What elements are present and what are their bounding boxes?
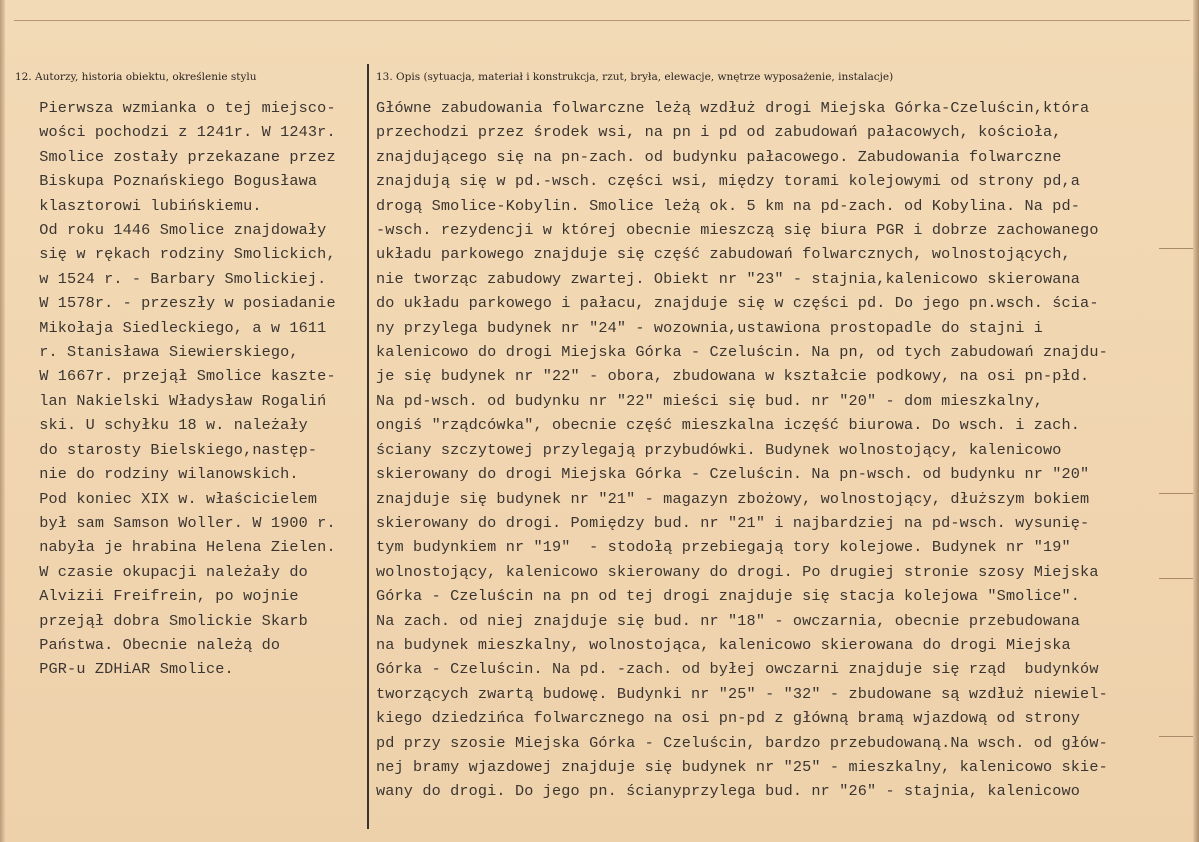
text-line: znajdują się w pd.-wsch. części wsi, między torami kolejowymi od strony pd,a	[376, 172, 1081, 191]
text-line: klasztorowi lubińskiemu.	[30, 196, 262, 215]
text-line: wolnostojący, kalenicowo skierowany do drogi. Po drugiej stronie szosy Miejska	[376, 562, 1099, 581]
text-line: w 1524 r. - Barbary Smolickiej.	[30, 269, 327, 288]
text-line: PGR-u ZDHiAR Smolice.	[30, 660, 234, 679]
right-margin-rule	[1159, 493, 1193, 494]
column-divider	[367, 64, 369, 829]
text-line: Górka - Czeluścin na pn od tej drogi znajduje się stacja kolejowa "Smolice".	[376, 587, 1081, 606]
text-line: W 1578r. - przeszły w posiadanie	[30, 294, 336, 313]
text-line: drogą Smolice-Kobylin. Smolice leżą ok. 5 km na pd-zach. od Kobylina. Na pd-	[376, 196, 1081, 215]
section-13-header: 13. Opis (sytuacja, materiał i konstrukcja, rzut, bryła, elewacje, wnętrze wyposażenie, instalacje)	[376, 71, 894, 83]
right-margin-rule	[1159, 578, 1193, 579]
text-line: znajdującego się na pn-zach. od budynku pałacowego. Zabudowania folwarczne	[376, 147, 1062, 166]
text-line: Od roku 1446 Smolice znajdowały	[30, 221, 327, 240]
text-line: Pierwsza wzmianka o tej miejsco-	[30, 99, 336, 117]
text-line: Biskupa Poznańskiego Bogusławа	[30, 172, 318, 191]
text-line: ściany szczytowej przylegają przybudówki. Budynek wolnostojący, kalenicowo	[376, 440, 1062, 459]
text-line: kiego dziedzińca folwarcznego na osi pn-pd z główną bramą wjazdową od strony	[376, 709, 1081, 728]
text-line: Alvizii Freifrein, po wojnie	[30, 587, 299, 606]
page-right-edge	[1193, 0, 1199, 842]
text-line: przechodzi przez środek wsi, na pn i pd od zabudowań pałacowych, kościoła,	[376, 123, 1062, 142]
text-line: W czasie okupacji należały do	[30, 562, 308, 581]
text-line: do układu parkowego i pałacu, znajduje się w części pd. Do jego pn.wsch. ścia-	[376, 294, 1099, 313]
section-12-header: 12. Autorzy, historia obiektu, określenie stylu	[15, 71, 257, 83]
text-line: Smolice zostały przekazane przez	[30, 147, 336, 166]
text-line: nej bramy wjazdowej znajduje się budynek nr "25" - mieszkalny, kalenicowo skie-	[376, 757, 1108, 776]
text-line: wości pochodzi z 1241r. W 1243r.	[30, 123, 336, 142]
text-line: przejął dobra Smolickie Skarb	[30, 611, 308, 630]
text-line: znajduje się budynek nr "21" - magazyn zbożowy, wolnostojący, dłuższym bokiem	[376, 489, 1090, 508]
text-line: nabyła je hrabina Helena Zielen.	[30, 538, 336, 557]
text-line: nie do rodziny wilanowskich.	[30, 465, 299, 484]
right-margin-rule	[1159, 736, 1193, 737]
text-line: kalenicowo do drogi Miejska Górka - Czeluścin. Na pn, od tych zabudowań znajdu-	[376, 343, 1108, 362]
page-left-edge	[0, 0, 5, 842]
text-line: r. Stanisława Siewierskiego,	[30, 343, 299, 362]
top-rule	[14, 20, 1190, 21]
text-line: wany do drogi. Do jego pn. ścianyprzylega bud. nr "26" - stajnia, kalenicowo	[376, 782, 1081, 801]
text-line: nie tworząc zabudowy zwartej. Obiekt nr "23" - stajnia,kalenicowo skierowana	[376, 269, 1081, 288]
text-line: W 1667r. przejął Smolice kaszte-	[30, 367, 336, 386]
text-line: Na zach. od niej znajduje się bud. nr "18" - owczarnia, obecnie przebudowana	[376, 611, 1081, 630]
text-line: Mikołaja Siedleckiego, a w 1611	[30, 318, 327, 337]
text-line: ski. U schyłku 18 w. należały	[30, 416, 308, 435]
text-line: tym budynkiem nr "19" - stodołą przebiegają tory kolejowe. Budynek nr "19"	[376, 538, 1071, 557]
text-line: na budynek mieszkalny, wolnostojąca, kalenicowo skierowana do drogi Miejska	[376, 635, 1071, 654]
text-line: Państwa. Obecnie należą do	[30, 635, 281, 654]
text-line: pd przy szosie Miejska Górka - Czeluścin, bardzo przebudowaną.Na wsch. od głów-	[376, 733, 1108, 752]
text-line: skierowany do drogi. Pomiędzy bud. nr "21" i najbardziej na pd-wsch. wysunię-	[376, 513, 1090, 532]
description-text	[376, 96, 1108, 804]
history-text	[30, 96, 336, 682]
text-line: był sam Samson Woller. W 1900 r.	[30, 513, 336, 532]
text-line: tworzących zwartą budowę. Budynki nr "25" - "32" - zbudowane są wzdłuż niewiel-	[376, 684, 1108, 703]
text-line: Na pd-wsch. od budynku nr "22" mieści się bud. nr "20" - dom mieszkalny,	[376, 391, 1044, 410]
text-line: ny przylega budynek nr "24" - wozownia,ustawiona prostopadle do stajni i	[376, 318, 1044, 337]
text-line: Pod koniec XIX w. właścicielem	[30, 489, 318, 508]
text-line: -wsch. rezydencji w której obecnie mieszczą się biura PGR i dobrze zachowanego	[376, 221, 1099, 240]
text-line: się w rękach rodziny Smolickich,	[30, 245, 336, 264]
text-line: je się budynek nr "22" - obora, zbudowana w kształcie podkowy, na osi pn-płd.	[376, 367, 1090, 386]
text-line: skierowany do drogi Miejska Górka - Czeluścin. Na pn-wsch. od budynku nr "20"	[376, 465, 1090, 484]
text-line: do starosty Bielskiego,następ-	[30, 440, 318, 459]
text-line: układu parkowego znajduje się część zabudowań folwarcznych, wolnostojących,	[376, 245, 1071, 264]
text-line: lan Nakielski Władysław Rogaliń	[30, 391, 327, 410]
text-line: ongiś "rządcówka", obecnie część mieszkalna iczęść biurowa. Do wsch. i zach.	[376, 416, 1081, 435]
text-line: Główne zabudowania folwarczne leżą wzdłuż drogi Miejska Górka-Czeluścin,która	[376, 99, 1090, 117]
right-margin-rule	[1159, 248, 1193, 249]
text-line: Górka - Czeluścin. Na pd. -zach. od byłej owczarni znajduje się rząd budynków	[376, 660, 1099, 679]
